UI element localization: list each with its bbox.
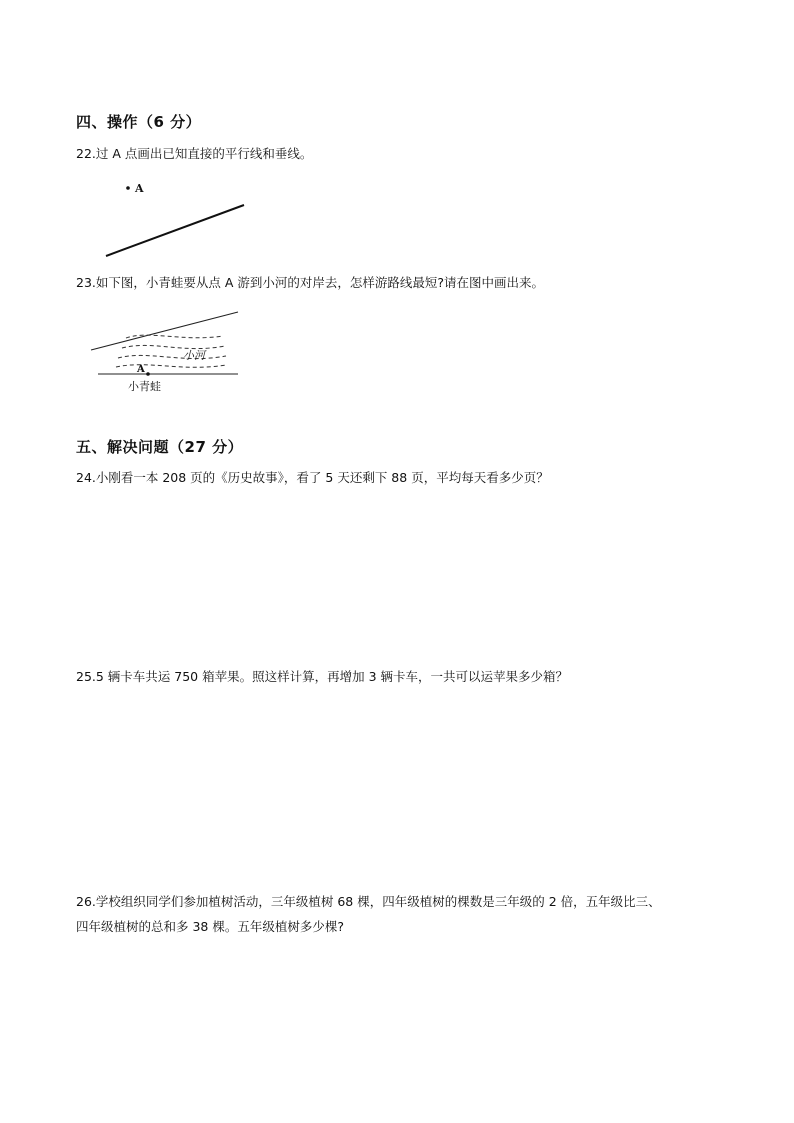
river-label: 小河 bbox=[183, 349, 205, 362]
section-4-heading: 四、操作（6 分） bbox=[76, 113, 202, 131]
given-line bbox=[106, 205, 244, 256]
question-26-text-line-2: 四年级植树的总和多 38 棵。五年级植树多少棵? bbox=[76, 919, 344, 934]
frog-label: 小青蛙 bbox=[128, 380, 161, 393]
question-23-figure bbox=[88, 308, 242, 398]
point-a-dot bbox=[146, 372, 150, 376]
question-26-text-line-1: 26.学校组织同学们参加植树活动，三年级植树 68 棵，四年级植树的棵数是三年级的 2 倍，五年级比三、 bbox=[76, 894, 661, 909]
river-wave-2 bbox=[122, 345, 225, 348]
far-river-bank bbox=[91, 312, 238, 350]
point-a-label: A bbox=[137, 364, 145, 375]
question-22-figure bbox=[100, 178, 250, 262]
question-23-text: 23.如下图，小青蛙要从点 A 游到小河的对岸去，怎样游路线最短?请在图中画出来。 bbox=[76, 275, 545, 290]
question-22-text: 22.过 A 点画出已知直接的平行线和垂线。 bbox=[76, 146, 313, 161]
question-25-text: 25.5 辆卡车共运 750 箱苹果。照这样计算，再增加 3 辆卡车，一共可以运苹果多少箱？ bbox=[76, 669, 569, 684]
section-5-heading: 五、解决问题（27 分） bbox=[76, 438, 244, 456]
river-wave-4 bbox=[116, 365, 226, 368]
point-a-dot bbox=[126, 186, 130, 190]
point-a-label: A bbox=[135, 182, 144, 195]
river-wave-3 bbox=[118, 355, 226, 358]
question-24-text: 24.小刚看一本 208 页的《历史故事》，看了 5 天还剩下 88 页，平均每天看多少页？ bbox=[76, 470, 549, 485]
